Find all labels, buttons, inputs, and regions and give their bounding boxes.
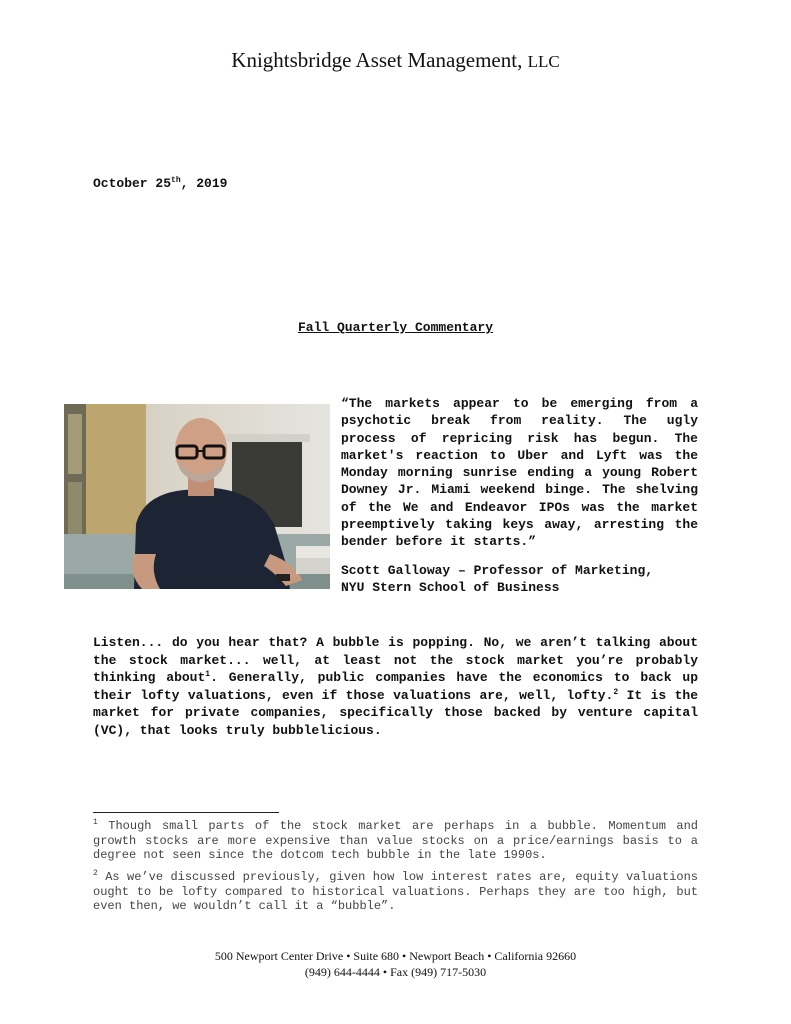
portrait-photo [64, 404, 330, 589]
page-title: Fall Quarterly Commentary [297, 320, 494, 335]
footer-street: 500 Newport Center Drive • Suite 680 • Newport Beach • California 92660 [214, 949, 577, 963]
company-name: Knightsbridge Asset Management, [231, 48, 523, 72]
body-text-2: . Generally, public companies have the economics to back up their lofty valuations, even if those valuations are, well, lofty. [93, 670, 699, 703]
portrait-illustration [64, 404, 330, 589]
date-year: , 2019 [180, 176, 228, 191]
body-paragraph [93, 634, 698, 739]
footnote-1-number: 1 [93, 818, 98, 827]
footnote-ref-1: 1 [205, 670, 211, 679]
pull-quote: “The markets appear to be emerging from a psychotic break from reality. The ugly process of repricing risk has begun. The market's reaction to Uber and Lyft was the Monday morning sunrise ending a young Robert Downey Jr. Miami weekend binge. The shelving of the We and Endeavor IPOs was the market preemptively taking keys away, arresting the bender before it starts.” [341, 396, 698, 550]
attribution-line-1: Scott Galloway – Professor of Marketing, [341, 563, 654, 578]
footer-address [0, 948, 791, 980]
footnote-2-number: 2 [93, 869, 98, 878]
footnote-ref-2: 2 [613, 687, 619, 697]
letterhead [0, 48, 791, 73]
body-text-3: It is the market for private companies, specifically those backed by venture capital (VC), that looks truly bubblelicious. [93, 687, 699, 738]
footer-phone: (949) 644-4444 • Fax (949) 717-5030 [304, 965, 487, 979]
quote-attribution [341, 562, 701, 597]
date-month-day: October 25 [93, 176, 172, 191]
footnote-2-text: As we’ve discussed previously, given how low interest rates are, equity valuations ought to be lofty compared to historical valuations. Perhaps they are too high, but even then, we wouldn’t call it a “bubble”. [93, 870, 698, 914]
company-suffix: LLC [527, 52, 560, 71]
body-text-1: Listen... do you hear that? A bubble is popping. No, we aren’t talking about the stock market... well, at least not the stock market you’re probably thinking about [93, 635, 698, 685]
footnote-1-text: Though small parts of the stock market are perhaps in a bubble. Momentum and growth stocks are more expensive than value stocks on a price/earnings basis to a degree not seen since the dotcom tech bubble in the late 1990s. [93, 819, 698, 863]
footnote-2 [93, 870, 698, 914]
attribution-line-2: NYU Stern School of Business [341, 580, 560, 596]
footnote-divider [93, 812, 279, 813]
footnote-1 [93, 819, 698, 863]
letter-date [93, 176, 227, 191]
date-ordinal: th [171, 176, 181, 185]
